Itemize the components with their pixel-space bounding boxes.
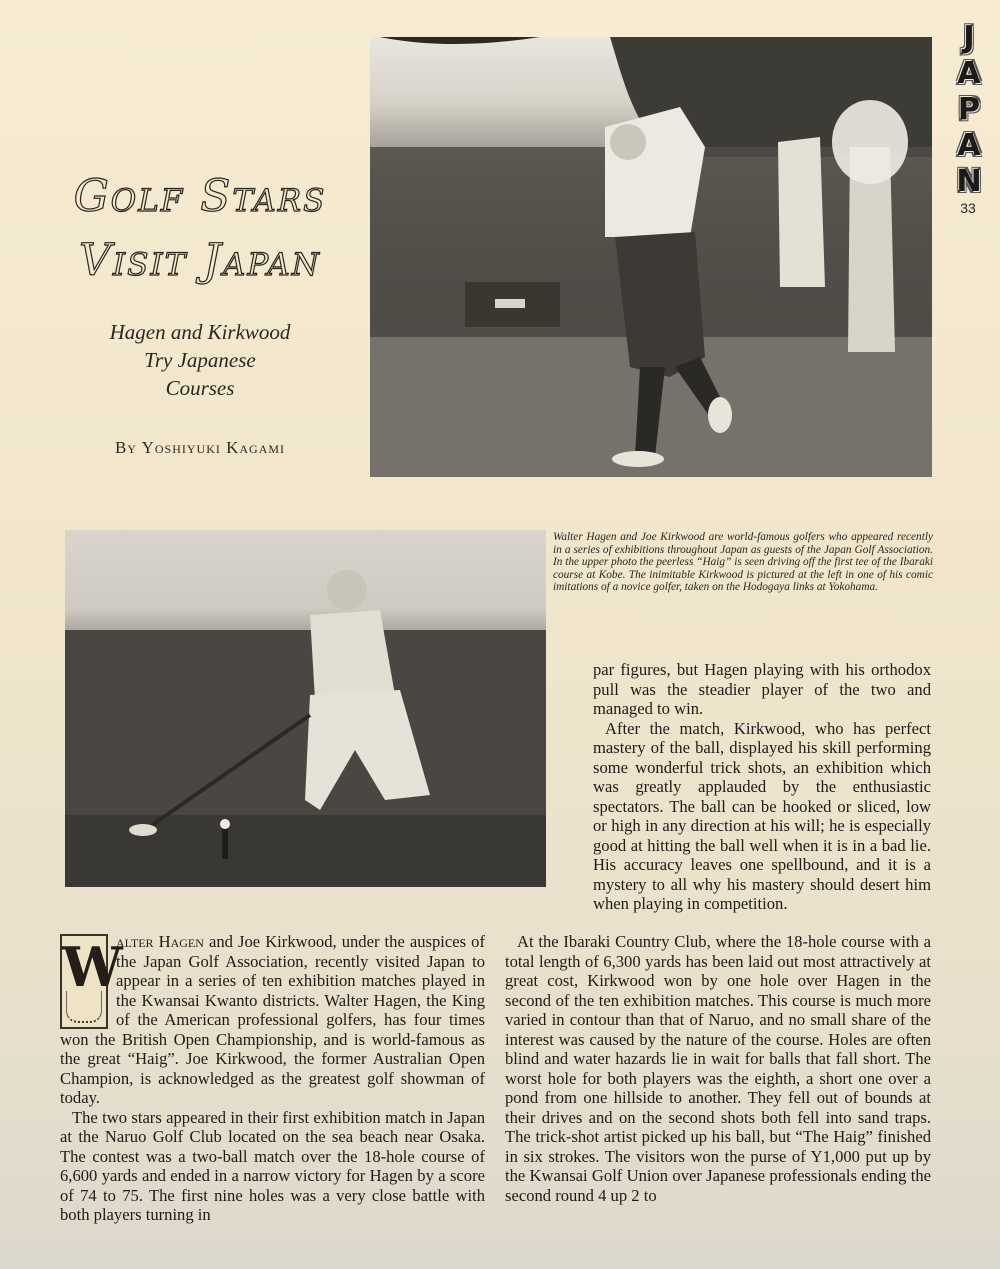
parasol [832, 100, 908, 184]
kirkwood-head [327, 570, 367, 610]
masthead-letter: J [963, 20, 975, 55]
article-column-left [60, 932, 485, 1225]
masthead-japan [951, 20, 987, 200]
lead-smallcaps: alter Hagen [116, 932, 204, 951]
paragraph: After the match, Kirkwood, who has perfect mastery of the ball, displayed his skill performing some wonderful trick shots, an exhibition which was greatly applauded by the enthusiastic spectators. The ball can be hooked or sliced, low or high in any direction at his will; he is especially good at hitting the ball well when it is in a bad lie. His accuracy leaves one spellbound, and it is a mystery to all why his mastery should desert him when playing in competition. [593, 718, 931, 913]
paragraph: The two stars appeared in their first exhibition match in Japan at the Naruo Golf Club located on the sea beach near Osaka. The contest was a two-ball match over the 18-hole course of 6,600 yards and ended in a narrow victory for Hagen by a score of 74 to 75. The first nine holes was a very close battle with both players turning in [60, 1107, 485, 1224]
umbrella-edge [380, 37, 540, 44]
kirkwood-standing [778, 137, 825, 287]
paragraph: At the Ibaraki Country Club, where the 18-hole course with a total length of 6,300 yards has been laid out most attractively at great cost, Kirkwood won by one hole over Hagen in the second of the ten exhibition matches. This course is much more varied in contour than that of Naruo, and no small share of the interest was caused by the nature of the course. Holes are often blind and water hazards lie in wait for balls that fall short. The worst hole for both players was the eighth, a short one over a pond from one hillside to another. They fell out of bounds at their drives and on the second shots both fell into sand traps. The trick-shot artist picked up his ball, but “The Haig” finished in six strokes. The visitors won the purse of Y1,000 put up by the Kwansai Golf Union over Japanese professionals ending the second round 4 up 2 to [505, 932, 931, 1205]
article-subtitle [40, 318, 360, 402]
masthead-letter: A [957, 56, 981, 91]
page-number: 33 [960, 200, 976, 216]
hagen-shoe-2 [708, 397, 732, 433]
subtitle-line-3: Courses [165, 376, 235, 400]
drop-cap-ornament-icon [66, 991, 102, 1023]
title-line-1: Golf Stars [73, 171, 327, 222]
tee-peg [222, 829, 228, 859]
title-line-2: Visit Japan [79, 235, 321, 286]
byline: By Yoshiyuki Kagami [114, 438, 286, 457]
masthead-letter: P [958, 92, 980, 127]
drop-cap-letter: W [62, 935, 123, 999]
masthead-letter: A [957, 128, 981, 163]
photo-caption: Walter Hagen and Joe Kirkwood are world-famous golfers who appeared recently in a series of exhibitions throughout Japan as guests of the Japan Golf Association. In the upper photo the peerless “Haig” is seen driving off the first tee of the Ibaraki course at Kobe. The inimitable Kirkwood is pictured at the left in one of his comic imitations of a novice golfer, taken on the Hodogaya links at Yokohama. [553, 531, 933, 594]
paragraph: par figures, but Hagen playing with his orthodox pull was the steadier player of the two and managed to win. [593, 660, 931, 718]
article-column-right-upper [593, 660, 931, 914]
photo-hagen-illustration [370, 37, 932, 477]
photo-hagen-driving [370, 37, 932, 477]
article-column-right [505, 932, 931, 1205]
club-head [129, 824, 157, 836]
masthead-letter: N [956, 164, 982, 199]
kirkwood-sweater [310, 610, 395, 700]
lead-text: and Joe Kirkwood, under the auspices of the Japan Golf Association, recently visited Japan to appear in a series of ten exhibition matches played in the Kwansai Kwanto districts. Walter Hagen, the King of the American professional golfers, has four times won the British Open Championship, and is world-famous as the great “Haig”. Joe Kirkwood, the former Australian Open Champion, is acknowledged as the greatest golf showman of today. [60, 932, 485, 1107]
hagen-head [610, 124, 646, 160]
hagen-shoe [612, 451, 664, 467]
golf-ball [220, 819, 230, 829]
tee-sign-plate [495, 299, 525, 308]
subtitle-line-2: Try Japanese [144, 348, 256, 372]
article-title [40, 165, 360, 293]
subtitle-line-1: Hagen and Kirkwood [109, 320, 291, 344]
drop-cap [60, 934, 123, 1029]
photo-kirkwood-comic [65, 530, 546, 887]
crowd [65, 630, 546, 815]
photo-kirkwood-illustration [65, 530, 546, 887]
paragraph-lead [60, 932, 485, 1108]
